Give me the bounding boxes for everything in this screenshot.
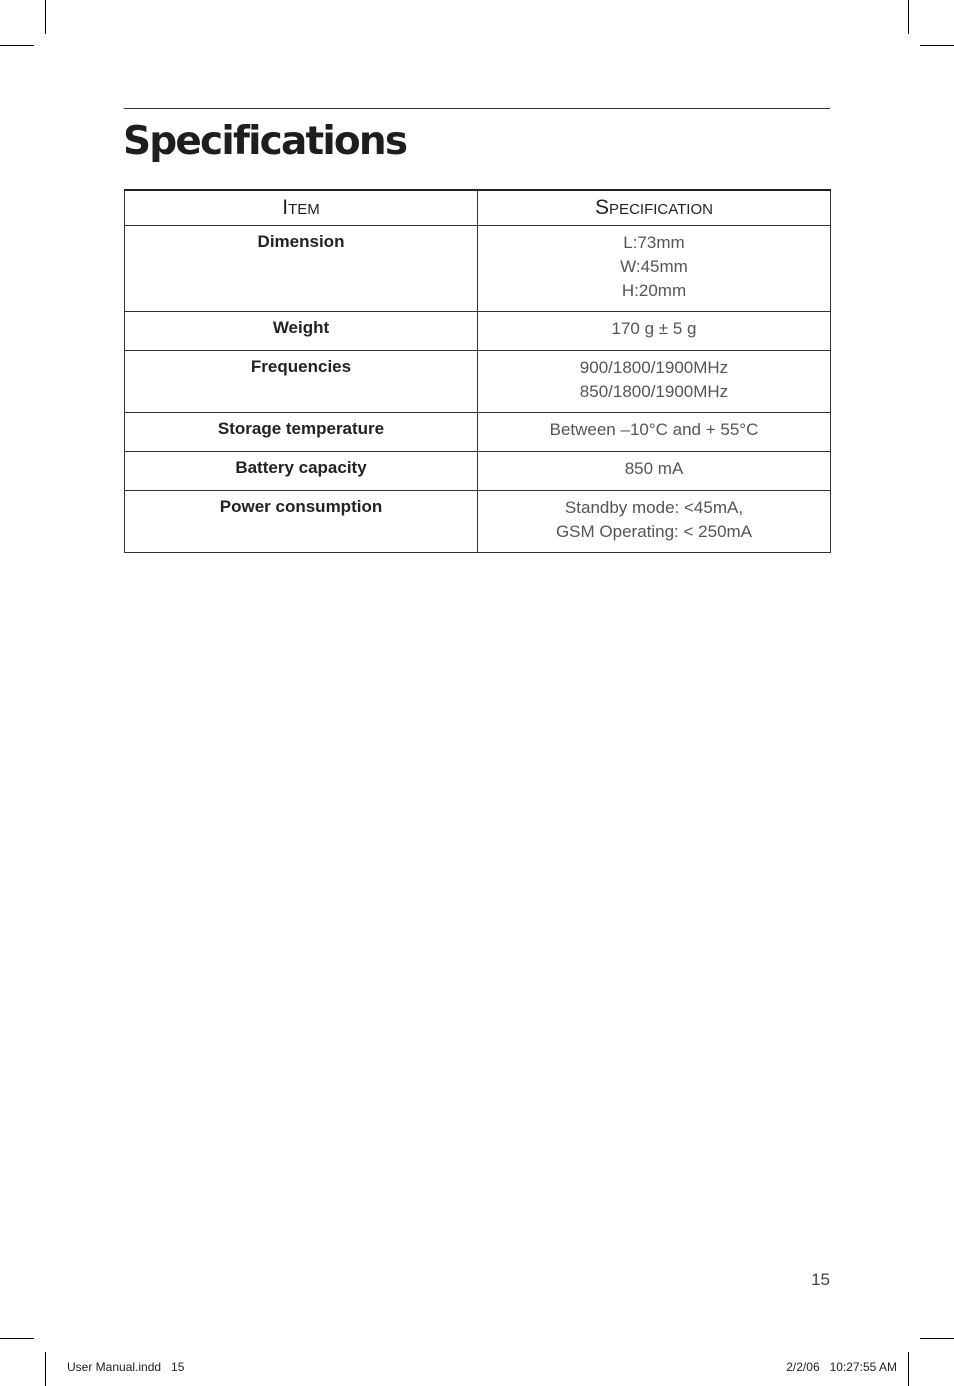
crop-mark-top-right-vertical [908, 0, 909, 34]
row-item-power-consumption [125, 491, 478, 553]
table-row [125, 491, 831, 553]
item-label: Power consumption [219, 497, 383, 516]
row-spec-storage-temperature [478, 413, 831, 452]
item-label: Weight [272, 318, 330, 337]
row-item-frequencies [125, 351, 478, 413]
table-row [125, 226, 831, 312]
row-item-dimension [125, 226, 478, 312]
column-header-item: Item [125, 190, 478, 226]
spec-value: GSM Operating: < 250mA [555, 522, 753, 541]
spec-value: 900/1800/1900MHz [579, 358, 729, 377]
table-row [125, 413, 831, 452]
item-label: Frequencies [250, 357, 352, 376]
crop-mark-bottom-left-horizontal [0, 1338, 34, 1339]
spec-value: Standby mode: <45mA, [564, 498, 744, 517]
spec-value: W:45mm [620, 257, 688, 276]
spec-value: 170 g ± 5 g [611, 319, 697, 338]
crop-mark-bottom-left-vertical [45, 1352, 46, 1386]
table-row [125, 351, 831, 413]
table-row [125, 312, 831, 351]
row-spec-frequencies [478, 351, 831, 413]
row-item-storage-temperature [125, 413, 478, 452]
table-row [125, 452, 831, 491]
spec-value: L:73mm [623, 233, 685, 252]
slug-filename: User Manual.indd 15 [67, 1360, 185, 1374]
spec-value: 850/1800/1900MHz [579, 382, 729, 401]
row-spec-power-consumption [478, 491, 831, 553]
specifications-table [124, 189, 831, 553]
spec-value: 850 mA [624, 459, 684, 478]
row-spec-weight [478, 312, 831, 351]
crop-mark-top-left-vertical [45, 0, 46, 34]
row-item-weight [125, 312, 478, 351]
item-label: Dimension [257, 232, 345, 251]
row-item-battery-capacity [125, 452, 478, 491]
crop-mark-bottom-right-vertical [908, 1352, 909, 1386]
spec-value: Between –10°C and + 55°C [549, 420, 759, 439]
spec-value: H:20mm [621, 281, 687, 300]
column-header-specification: Specification [478, 190, 831, 226]
crop-mark-top-left-horizontal [0, 45, 34, 46]
slug-timestamp: 2/2/06 10:27:55 AM [786, 1360, 897, 1374]
title-rule [124, 108, 830, 109]
page-title: Specifications [123, 119, 407, 164]
row-spec-dimension [478, 226, 831, 312]
item-label: Battery capacity [235, 458, 367, 477]
page-number: 15 [811, 1270, 830, 1289]
crop-mark-bottom-right-horizontal [920, 1338, 954, 1339]
item-label: Storage temperature [217, 419, 385, 438]
table-header-row [125, 190, 831, 226]
crop-mark-top-right-horizontal [920, 45, 954, 46]
row-spec-battery-capacity [478, 452, 831, 491]
